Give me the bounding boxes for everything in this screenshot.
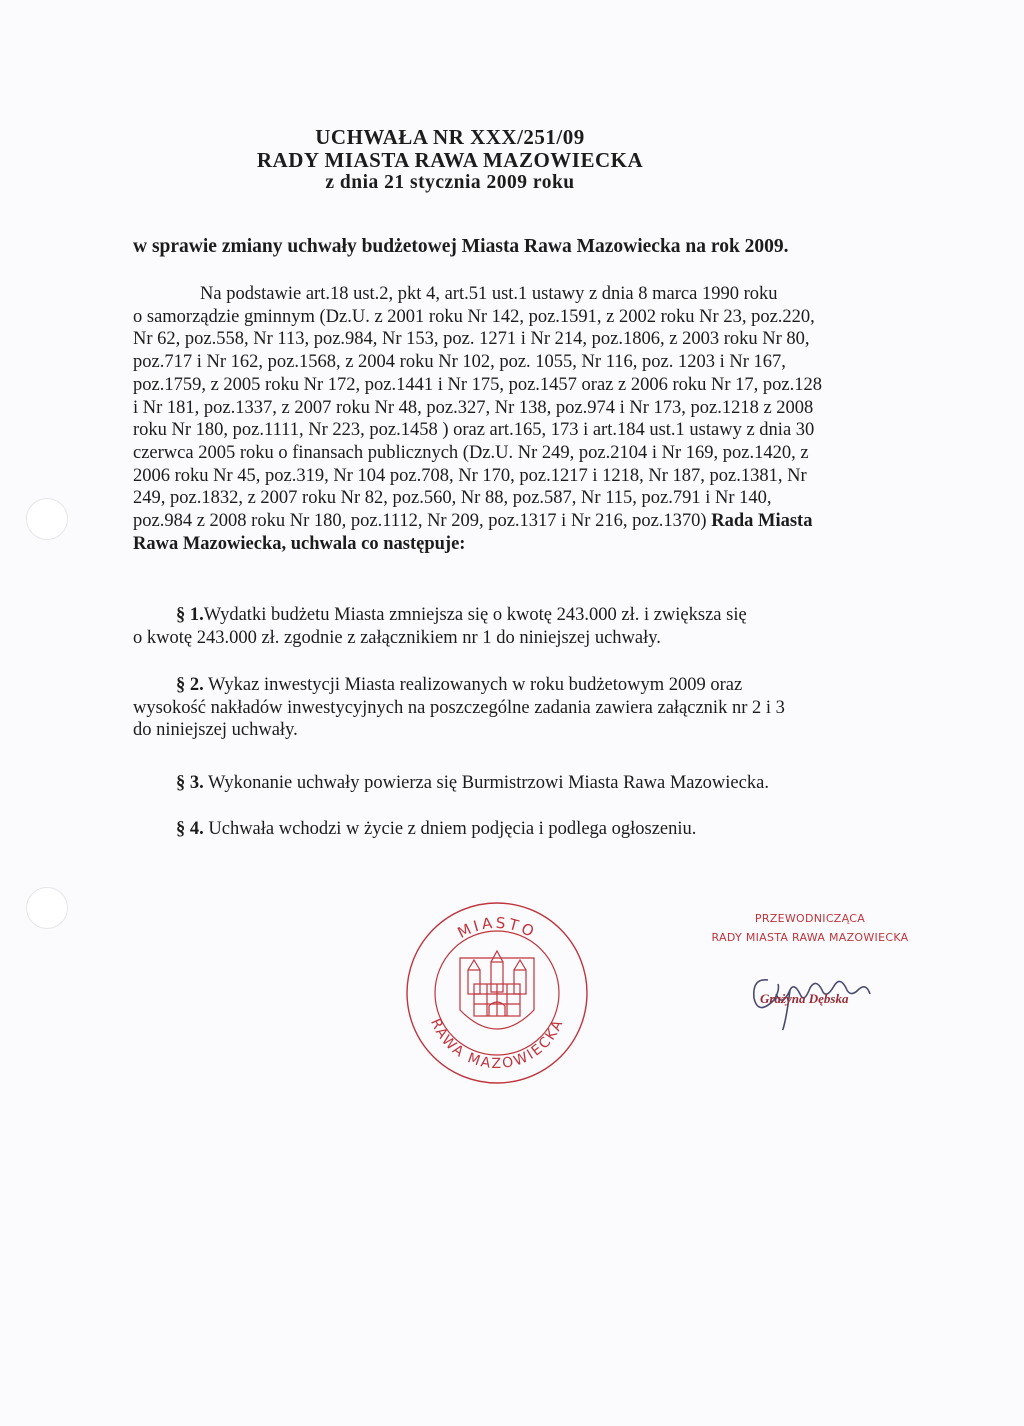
legal-basis-line: Na podstawie art.18 ust.2, pkt 4, art.51 ust.1 ustawy z dnia 8 marca 1990 roku <box>200 284 778 304</box>
section-mark: § 1. <box>176 605 204 625</box>
punch-hole-bottom <box>26 887 68 929</box>
section-line: o kwotę 243.000 zł. zgodnie z załącznikiem nr 1 do niniejszej uchwały. <box>133 627 661 648</box>
chairperson-name: Grażyna Dębska <box>760 991 849 1006</box>
section-line: wysokość nakładów inwestycyjnych na poszczególne zadania zawiera załącznik nr 2 i 3 <box>133 697 785 718</box>
seal-bottom-text: RAWA MAZOWIECKA <box>427 1016 567 1073</box>
legal-basis-line: Nr 62, poz.558, Nr 113, poz.984, Nr 153, poz. 1271 i Nr 214, poz.1806, z 2003 roku Nr 80, <box>133 329 810 350</box>
legal-basis-line: o samorządzie gminnym (Dz.U. z 2001 roku Nr 142, poz.1591, z 2002 roku Nr 23, poz.220, <box>133 306 815 327</box>
section-4 <box>133 818 893 841</box>
section-3 <box>133 772 893 795</box>
coat-of-arms-icon <box>460 951 534 1029</box>
svg-text:MIASTO <box>455 914 540 942</box>
legal-basis-line: poz.1759, z 2005 roku Nr 172, poz.1441 i Nr 175, poz.1457 oraz z 2006 roku Nr 17, poz.128 <box>133 374 822 395</box>
section-2 <box>133 674 893 742</box>
resolution-date: z dnia 21 stycznia 2009 roku <box>325 172 575 193</box>
svg-text:RAWA MAZOWIECKA <box>427 1016 567 1072</box>
council-bold-text: Rada Miasta <box>711 511 813 532</box>
section-mark: § 3. <box>176 773 204 793</box>
section-text: Uchwała wchodzi w życie z dniem podjęcia i podlega ogłoszeniu. <box>208 819 697 839</box>
section-mark: § 2. <box>176 675 204 695</box>
punch-hole-top <box>26 498 68 540</box>
section-line <box>133 604 893 627</box>
section-text: Wykonanie uchwały powierza się Burmistrzowi Miasta Rawa Mazowiecka. <box>208 773 769 793</box>
council-name: RADY MIASTA RAWA MAZOWIECKA <box>256 148 644 172</box>
city-seal-stamp <box>402 898 592 1088</box>
section-mark: § 4. <box>176 819 204 839</box>
legal-basis-line: poz.717 i Nr 162, poz.1568, z 2004 roku Nr 102, poz. 1055, Nr 116, poz. 1203 i Nr 167, <box>133 352 786 373</box>
legal-basis-line <box>133 510 893 533</box>
section-line <box>133 772 893 795</box>
section-line <box>133 818 893 841</box>
resolution-number: UCHWAŁA NR XXX/251/09 <box>315 125 585 149</box>
chairperson-title: PRZEWODNICZĄCA <box>754 912 866 925</box>
legal-basis-line: czerwca 2005 roku o finansach publicznych (Dz.U. Nr 249, poz.2104 i Nr 169, poz.1420, z <box>133 442 809 463</box>
resolution-subject: w sprawie zmiany uchwały budżetowej Miasta Rawa Mazowiecka na rok 2009. <box>133 236 789 257</box>
seal-top-text: MIASTO <box>454 913 540 943</box>
section-line: do niniejszej uchwały. <box>133 720 298 740</box>
legal-basis-line <box>133 533 893 556</box>
legal-basis-line: roku Nr 180, poz.1111, Nr 223, poz.1458 ) oraz art.165, 173 i art.184 ust.1 ustawy z dnia 30 <box>133 420 815 441</box>
chairperson-stamp <box>690 912 930 944</box>
chairperson-council: RADY MIASTA RAWA MAZOWIECKA <box>711 931 909 944</box>
legal-basis-last-line: poz.984 z 2008 roku Nr 180, poz.1112, Nr 209, poz.1317 i Nr 216, poz.1370) <box>133 511 707 532</box>
enacting-clause: Rawa Mazowiecka, uchwala co następuje: <box>133 533 466 554</box>
legal-basis-line: 249, poz.1832, z 2007 roku Nr 82, poz.560, Nr 88, poz.587, Nr 115, poz.791 i Nr 140, <box>133 488 772 509</box>
legal-basis <box>133 283 893 555</box>
legal-basis-line: i Nr 181, poz.1337, z 2007 roku Nr 48, poz.327, Nr 138, poz.974 i Nr 173, poz.1218 z 2008 <box>133 397 814 418</box>
section-text: Wydatki budżetu Miasta zmniejsza się o kwotę 243.000 zł. i zwiększa się <box>203 605 747 625</box>
legal-basis-line: 2006 roku Nr 45, poz.319, Nr 104 poz.708, Nr 170, poz.1217 i 1218, Nr 187, poz.1381, Nr <box>133 465 807 486</box>
section-text: Wykaz inwestycji Miasta realizowanych w roku budżetowym 2009 oraz <box>208 675 743 695</box>
section-line <box>133 674 893 697</box>
section-1 <box>133 604 893 649</box>
